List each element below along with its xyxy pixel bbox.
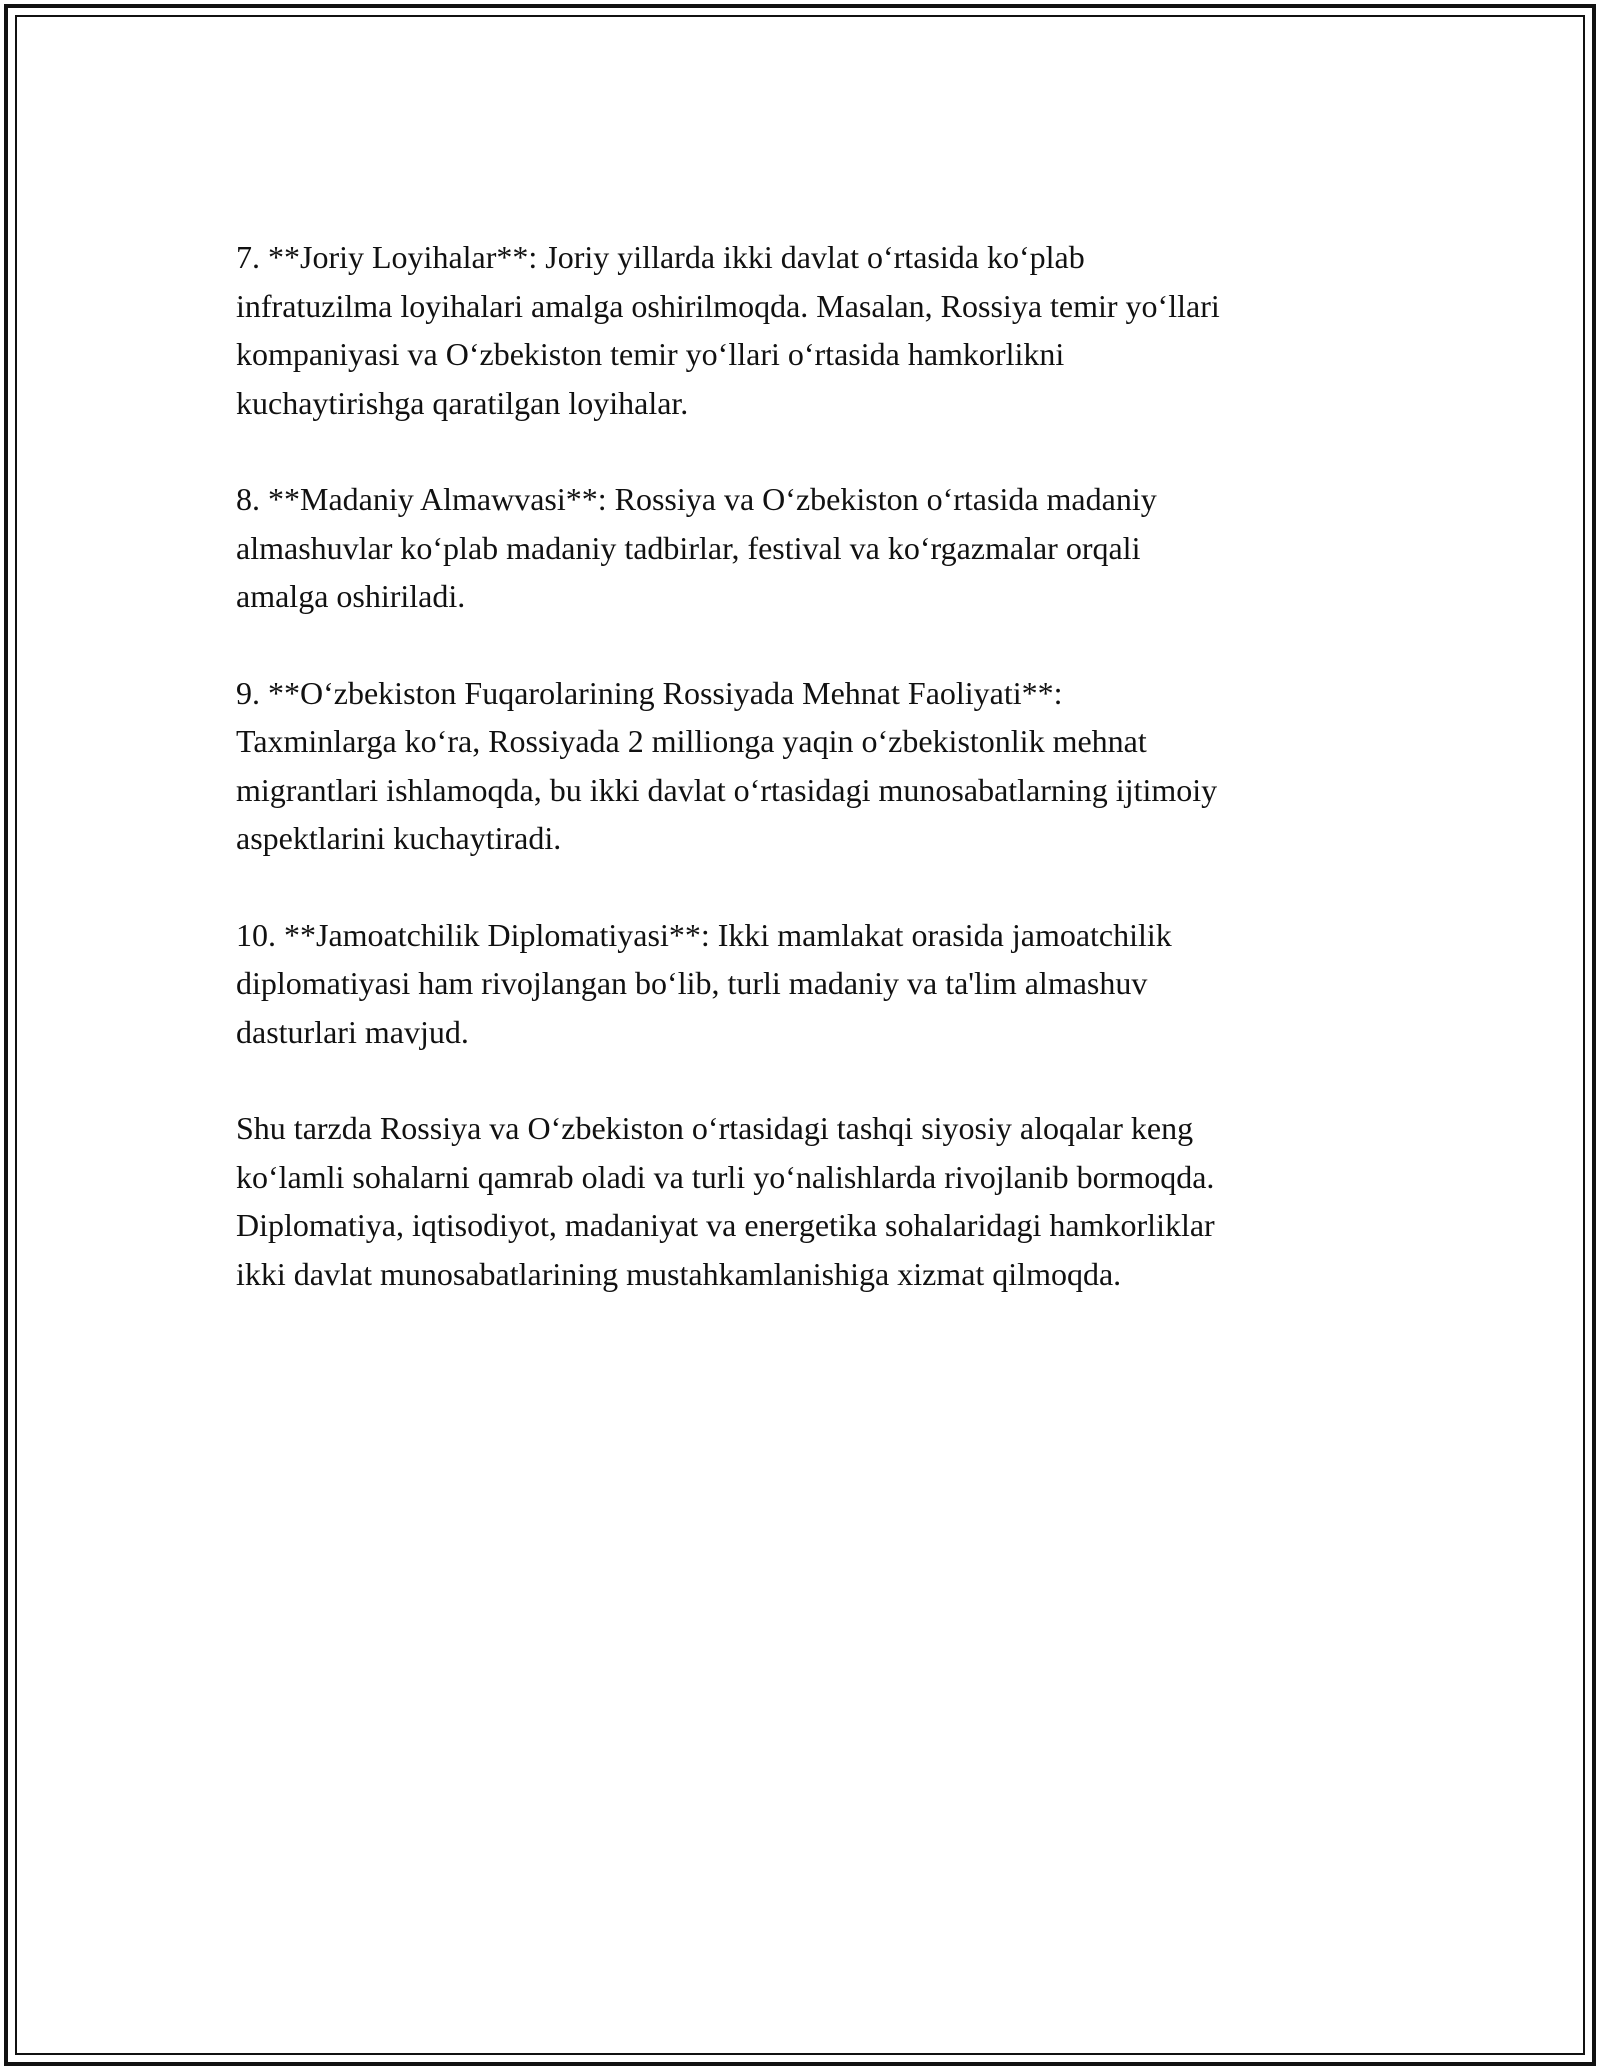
text-line: Shu tarzda Rossiya va Oʻzbekiston oʻrtasidagi tashqi siyosiy aloqalar keng [236, 1110, 1194, 1146]
text-line: 7. **Joriy Loyihalar**: Joriy yillarda ikki davlat oʻrtasida koʻplab [236, 239, 1085, 275]
text-line: amalga oshiriladi. [236, 578, 466, 614]
text-line: ikki davlat munosabatlarining mustahkamlanishiga xizmat qilmoqda. [236, 1255, 1122, 1292]
text-line: 9. **Oʻzbekiston Fuqarolarining Rossiyada Mehnat Faoliyati**: [236, 674, 1063, 711]
paragraph-joriy-loyihalar [236, 233, 1376, 427]
paragraph-madaniy-almawvasi [236, 475, 1376, 621]
text-line: aspektlarini kuchaytiradi. [236, 820, 562, 856]
text-line: Diplomatiya, iqtisodiyot, madaniyat va energetika sohalaridagi hamkorliklar [236, 1207, 1215, 1243]
text-line: 10. **Jamoatchilik Diplomatiyasi**: Ikki mamlakat orasida jamoatchilik [236, 916, 1172, 953]
text-line: almashuvlar koʻplab madaniy tadbirlar, festival va koʻrgazmalar orqali [236, 529, 1141, 566]
paragraph-mehnat-faoliyati [236, 669, 1376, 863]
document-body [236, 233, 1376, 1346]
text-line: Taxminlarga koʻra, Rossiyada 2 millionga yaqin oʻzbekistonlik mehnat [236, 723, 1147, 759]
paragraph-jamoatchilik-diplomatiyasi [236, 911, 1376, 1057]
text-line: kompaniyasi va Oʻzbekiston temir yoʻllari oʻrtasida hamkorlikni [236, 336, 1065, 372]
text-line: 8. **Madaniy Almawvasi**: Rossiya va Oʻzbekiston oʻrtasida madaniy [236, 481, 1157, 517]
text-line: migrantlari ishlamoqda, bu ikki davlat oʻrtasidagi munosabatlarning ijtimoiy [236, 771, 1218, 808]
text-line: dasturlari mavjud. [236, 1013, 469, 1050]
text-line: diplomatiyasi ham rivojlangan boʻlib, turli madaniy va ta'lim almashuv [236, 965, 1148, 1001]
text-line: infratuzilma loyihalari amalga oshirilmoqda. Masalan, Rossiya temir yoʻllari [236, 287, 1220, 324]
text-line: koʻlamli sohalarni qamrab oladi va turli yoʻnalishlarda rivojlanib bormoqda. [236, 1158, 1215, 1195]
text-line: kuchaytirishga qaratilgan loyihalar. [236, 384, 689, 421]
paragraph-conclusion [236, 1104, 1376, 1298]
